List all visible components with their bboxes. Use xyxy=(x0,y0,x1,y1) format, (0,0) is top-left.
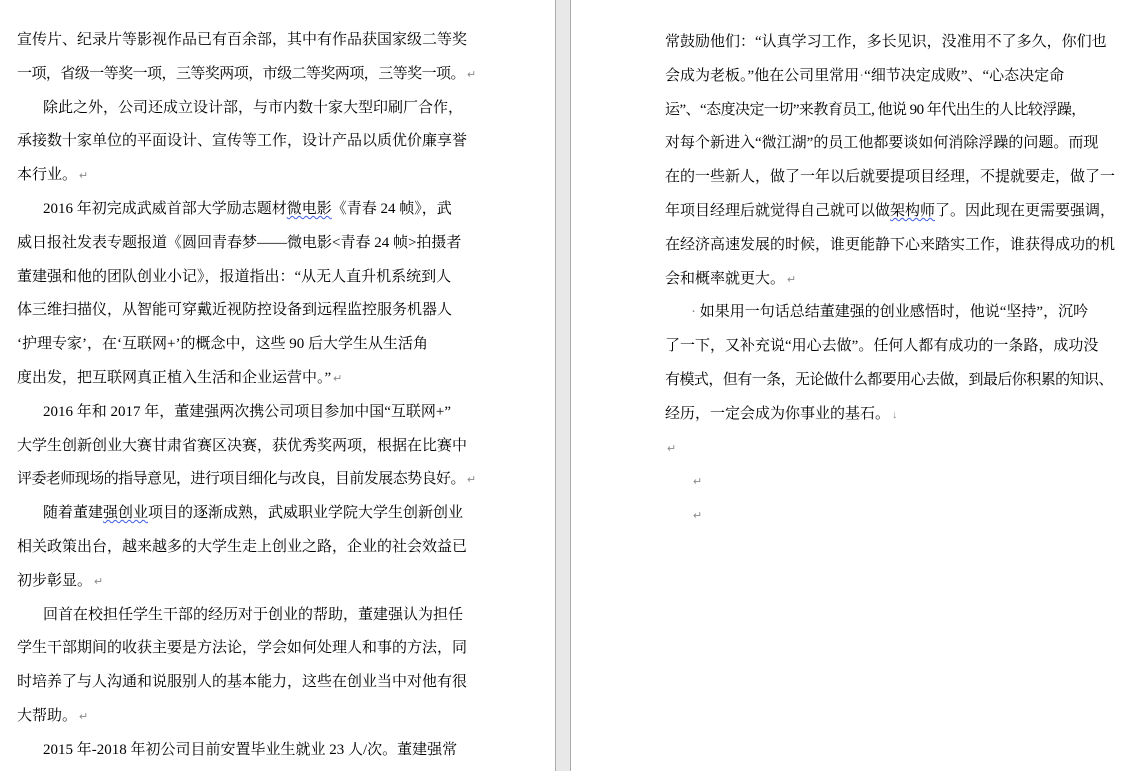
text-line[interactable] xyxy=(17,294,487,328)
text-line[interactable] xyxy=(665,432,1135,466)
text-line[interactable] xyxy=(665,330,1135,364)
text-run: 威日报社发表专题报道《圆回青春梦——微电影<青春 24 帧>拍摄者 xyxy=(17,234,462,251)
spellcheck-squiggle-text: 强创业 xyxy=(103,505,149,522)
text-run: 了。因此现在更需要强调， xyxy=(935,202,1116,219)
text-run: ‘护理专家’，在‘互联网+’的概念中，这些 90 后大学生从生活角 xyxy=(17,336,428,353)
text-run: 运”、“态度决定一切”来教育员工, 他说 90 年代出生的人比较浮躁， xyxy=(665,101,1086,118)
text-run: 相关政策出台，越来越多的大学生走上创业之路，企业的社会效益已 xyxy=(17,538,468,555)
text-run: 了一下，又补充说“用心去做”。任何人都有成功的一条路，成功没 xyxy=(665,338,1099,355)
text-line[interactable] xyxy=(665,296,1135,330)
paragraph-mark: ↵ xyxy=(466,68,477,81)
text-run: 在的一些新人，做了一年以后就要提项目经理，不提就要走，做了一 xyxy=(665,169,1116,186)
paragraph-mark: ↵ xyxy=(94,575,104,588)
text-run: 2016 年和 2017 年，董建强两次携公司项目参加中国“互联网+” xyxy=(43,403,452,420)
text-line[interactable] xyxy=(17,227,487,261)
text-run: 年项目经理后就觉得自己就可以做 xyxy=(665,202,891,219)
text-run: 2015 年-2018 年初公司目前安置毕业生就业 23 人/次。董建强常 xyxy=(43,741,458,758)
text-line[interactable] xyxy=(17,125,487,159)
text-line[interactable] xyxy=(665,26,1135,60)
text-run: 大帮助。 xyxy=(17,707,78,724)
text-run: 本行业。 xyxy=(17,167,78,184)
paragraph-mark: ↵ xyxy=(79,710,89,723)
page-left-text xyxy=(17,24,487,768)
spellcheck-squiggle-text: 架构师 xyxy=(890,202,936,219)
text-line[interactable] xyxy=(17,159,487,193)
text-run: 评委老师现场的指导意见，进行项目细化与改良，目前发展态势良好。 xyxy=(17,471,465,488)
text-line[interactable] xyxy=(17,58,487,92)
text-line[interactable] xyxy=(17,497,487,531)
text-line[interactable] xyxy=(17,261,487,295)
text-line[interactable] xyxy=(17,463,487,497)
page-left[interactable] xyxy=(0,0,555,771)
text-run: 董建强和他的团队创业小记》，报道指出：“从无人直升机系统到人 xyxy=(17,268,452,285)
text-line[interactable] xyxy=(17,599,487,633)
text-line[interactable] xyxy=(17,632,487,666)
paragraph-mark: ↵ xyxy=(787,273,797,286)
text-line[interactable] xyxy=(17,396,487,430)
text-line[interactable] xyxy=(665,94,1135,128)
text-run: 承接数十家单位的平面设计、宣传等工作，设计产品以质优价廉享誉 xyxy=(17,133,468,150)
text-line[interactable] xyxy=(665,161,1135,195)
text-run: 初步彰显。 xyxy=(17,572,93,589)
paragraph-mark: ↵ xyxy=(693,476,703,489)
text-line[interactable] xyxy=(665,263,1135,297)
paragraph-mark: ↵ xyxy=(333,372,343,385)
text-line[interactable] xyxy=(665,229,1135,263)
text-line[interactable] xyxy=(17,362,487,396)
text-run: 《青春 24 帧》，武 xyxy=(331,200,452,217)
space-format-mark: · xyxy=(859,67,865,84)
text-run: 常鼓励他们：“认真学习工作，多长见识，没准用不了多久，你们也 xyxy=(665,34,1107,50)
paragraph-mark: ↵ xyxy=(693,510,703,523)
text-line[interactable] xyxy=(17,24,487,58)
text-line[interactable] xyxy=(665,499,1135,533)
text-line[interactable] xyxy=(17,565,487,599)
text-line[interactable] xyxy=(17,700,487,734)
space-format-mark: · xyxy=(691,304,696,321)
page-right[interactable] xyxy=(571,0,1141,771)
text-line[interactable] xyxy=(665,127,1135,161)
text-line[interactable] xyxy=(17,734,487,768)
text-run: 在经济高速发展的时候，谁更能静下心来踏实工作，谁获得成功的机 xyxy=(665,236,1116,253)
text-line[interactable] xyxy=(17,430,487,464)
text-line[interactable] xyxy=(665,195,1135,229)
text-run: 会成为老板。”他在公司里常用 xyxy=(665,67,860,84)
text-run: 如果用一句话总结董建强的创业感悟时，他说“坚持”，沉吟 xyxy=(696,304,1089,321)
text-line[interactable] xyxy=(17,328,487,362)
text-run: 宣传片、纪录片等影视作品已有百余部，其中有作品获国家级二等奖 xyxy=(17,32,468,48)
page-gap-divider xyxy=(555,0,571,771)
text-run: “细节决定成败”、“心态决定命 xyxy=(864,67,1065,84)
text-run: 回首在校担任学生干部的经历对于创业的帮助，董建强认为担任 xyxy=(43,606,464,623)
text-run: 经历，一定会成为你事业的基石。 xyxy=(665,405,891,422)
text-line[interactable] xyxy=(17,666,487,700)
text-run: 随着董建 xyxy=(43,505,104,522)
text-run: 大学生创新创业大赛甘肃省赛区决赛，获优秀奖两项，根据在比赛中 xyxy=(17,437,468,454)
text-run: 2016 年初完成武威首部大学励志题材 xyxy=(43,200,287,217)
text-run: 体三维扫描仪，从智能可穿戴近视防控设备到远程监控服务机器人 xyxy=(17,302,453,319)
paragraph-mark: ↵ xyxy=(466,474,477,487)
text-run: 项目的逐渐成熟，武威职业学院大学生创新创业 xyxy=(148,505,464,522)
text-run: 有模式，但有一条，无论做什么都要用心去做，到最后你积累的知识、 xyxy=(665,371,1113,388)
text-line[interactable] xyxy=(665,60,1135,94)
text-run: 学生干部期间的收获主要是方法论，学会如何处理人和事的方法，同 xyxy=(17,640,468,657)
text-line[interactable] xyxy=(17,193,487,227)
page-right-text xyxy=(665,26,1135,533)
text-run: 时培养了与人沟通和说服别人的基本能力，这些在创业当中对他有很 xyxy=(17,674,468,691)
text-line[interactable] xyxy=(17,92,487,126)
text-run: 一项，省级一等奖一项，三等奖两项，市级二等奖两项，三等奖一项。 xyxy=(17,65,465,82)
text-line[interactable] xyxy=(17,531,487,565)
text-run: 对每个新进入“微江湖”的员工他都要谈如何消除浮躁的问题。而现 xyxy=(665,135,1099,152)
text-run: 除此之外，公司还成立设计部，与市内数十家大型印刷厂合作， xyxy=(43,99,464,116)
paragraph-mark: ↵ xyxy=(667,442,677,455)
text-line[interactable] xyxy=(665,465,1135,499)
line-break-mark: ↓ xyxy=(892,408,898,421)
paragraph-mark: ↵ xyxy=(79,170,89,183)
text-run: 会和概率就更大。 xyxy=(665,270,786,287)
spellcheck-squiggle-text: 微电影 xyxy=(286,200,332,217)
text-line[interactable] xyxy=(665,364,1135,398)
text-line[interactable] xyxy=(665,398,1135,432)
text-run: 度出发，把互联网真正植入生活和企业运营中。” xyxy=(17,369,332,386)
